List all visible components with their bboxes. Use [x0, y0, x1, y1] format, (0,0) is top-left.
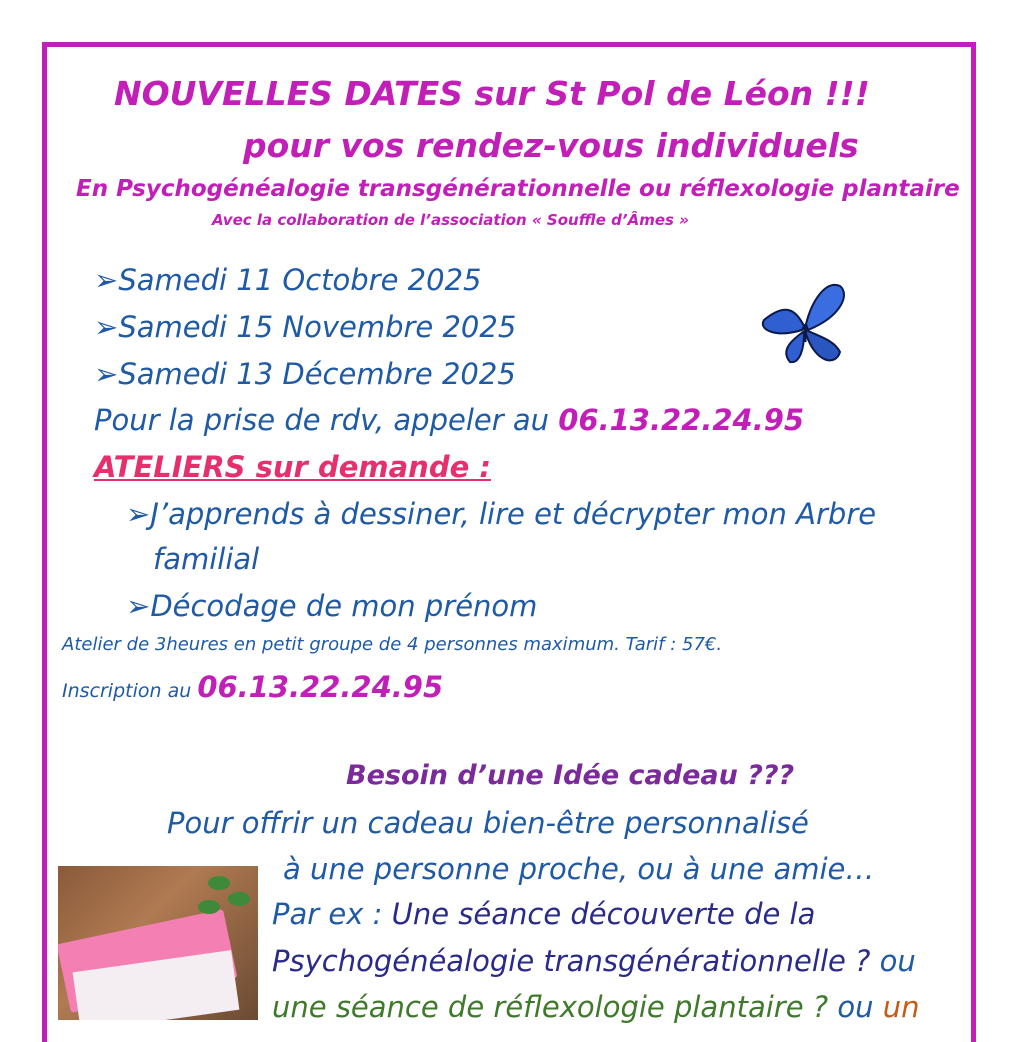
arrow-icon: ➢ [94, 263, 119, 297]
leaf-shape [198, 900, 220, 914]
ateliers-heading: ATELIERS sur demande : [94, 450, 491, 484]
booking-text: Pour la prise de rdv, appeler au [94, 403, 559, 437]
date-text: Samedi 11 Octobre 2025 [118, 263, 482, 297]
gift-example-text: Une séance découverte de la [391, 897, 816, 931]
leaf-shape [208, 876, 230, 890]
arrow-icon: ➢ [126, 589, 151, 623]
header-line-4: Avec la collaboration de l’association « Souffle d’Âmes » [212, 211, 689, 229]
date-text: Samedi 15 Novembre 2025 [118, 310, 517, 344]
leaf-shape [228, 892, 250, 906]
date-item-2 [94, 310, 516, 344]
gift-example-label: Par ex : [272, 897, 392, 931]
arrow-icon: ➢ [94, 357, 119, 391]
inscription-phone: 06.13.22.24.95 [197, 670, 444, 704]
atelier-item-1-text: J’apprends à dessiner, lire et décrypter mon Arbre [150, 497, 877, 531]
gift-envelope-photo [58, 866, 258, 1020]
booking-phone: 06.13.22.24.95 [558, 403, 805, 437]
header-line-1: NOUVELLES DATES sur St Pol de Léon !!! [114, 74, 870, 113]
gift-option-2: une séance de réflexologie plantaire ? [272, 990, 838, 1024]
gift-or-2: ou [837, 990, 883, 1024]
atelier-item-2 [126, 589, 537, 623]
gift-line-5 [272, 990, 919, 1024]
gift-heading: Besoin d’une Idée cadeau ??? [346, 760, 795, 791]
inscription-text: Inscription au [62, 680, 198, 702]
booking-line [94, 403, 804, 437]
atelier-item-2-text: Décodage de mon prénom [150, 589, 538, 623]
inscription-line [62, 670, 443, 704]
atelier-item-1-cont: familial [153, 542, 260, 576]
header-line-3: En Psychogénéalogie transgénérationnelle ou réflexologie plantaire [76, 176, 960, 202]
gift-line-4 [272, 944, 916, 978]
arrow-icon: ➢ [126, 497, 151, 531]
gift-line-1: Pour offrir un cadeau bien-être personnalisé [167, 806, 809, 840]
header-line-2: pour vos rendez-vous individuels [243, 126, 859, 165]
gift-or-1: ou [879, 944, 916, 978]
butterfly-icon [756, 280, 852, 372]
date-item-1 [94, 263, 481, 297]
date-item-3 [94, 357, 516, 391]
atelier-details: Atelier de 3heures en petit groupe de 4 personnes maximum. Tarif : 57€. [62, 634, 723, 655]
atelier-item-1 [126, 497, 876, 531]
arrow-icon: ➢ [94, 310, 119, 344]
gift-option-1: Psychogénéalogie transgénérationnelle ? [272, 944, 880, 978]
gift-option-3-start: un [882, 990, 920, 1024]
gift-line-3 [272, 897, 815, 931]
gift-line-2: à une personne proche, ou à une amie… [283, 852, 875, 886]
date-text: Samedi 13 Décembre 2025 [118, 357, 516, 391]
